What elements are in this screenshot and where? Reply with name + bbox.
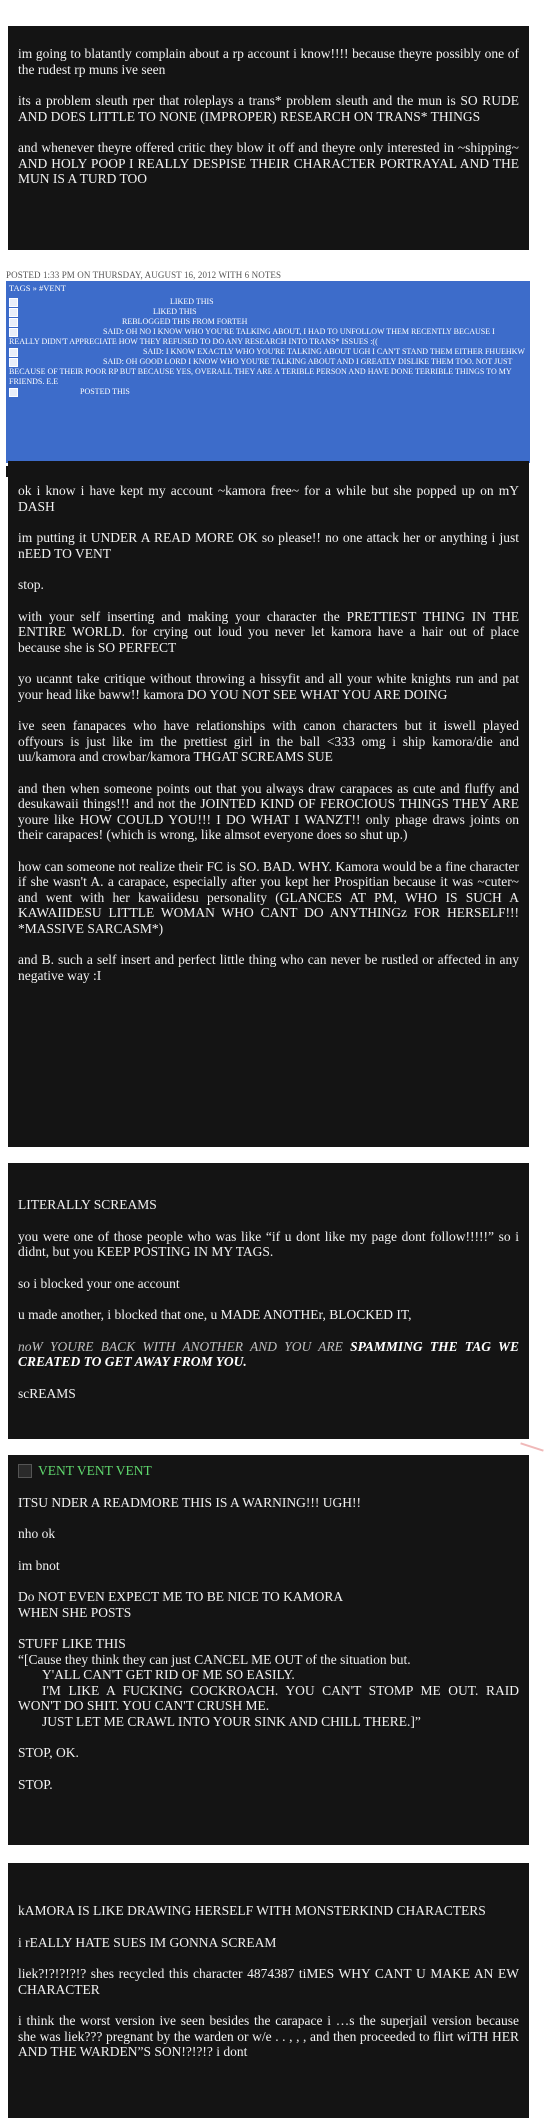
quote-line: JUST LET ME CRAWL INTO YOUR SINK AND CHILL THERE.]”	[42, 1713, 421, 1729]
post-paragraph: so i blocked your one account	[18, 1275, 180, 1291]
note-row	[9, 357, 527, 387]
italic-text: noW YOURE BACK WITH ANOTHER AND YOU ARE	[18, 1338, 351, 1354]
text-post-2	[8, 461, 529, 1147]
note-text: LIKED THIS	[153, 307, 197, 316]
quote-block	[18, 1636, 519, 1729]
line: WHEN SHE POSTS	[18, 1604, 132, 1620]
post-paragraph: how can someone not realize their FC is SO. BAD. WHY. Kamora would be a fine character if she wasn't A. a carapace, especially after you kept her Prospitian because it was ~cuter~ and went with her kawaiidesu personality (GLANCES AT PM, WHO IS SUCH A KAWAIIDESU LITTLE WOMAN WHO CANT DO ANYTHINGz FOR HERSELF!!! *MASSIVE SARCASM*)	[18, 858, 519, 936]
avatar[interactable]	[9, 318, 18, 327]
post-paragraph: its a problem sleuth rper that roleplays a trans* problem sleuth and the mun is SO RUDE AND DOES LITTLE TO NONE (IMPROPER) RESEARCH ON TRANS* THINGS	[18, 93, 519, 124]
line: Do NOT EVEN EXPECT ME TO BE NICE TO KAMORA	[18, 1589, 344, 1604]
post-paragraph	[18, 1339, 519, 1370]
note-row	[9, 297, 527, 307]
post-paragraph: ITSU NDER A READMORE THIS IS A WARNING!!! UGH!!	[18, 1494, 362, 1510]
note-text: SAID: OH NO I KNOW WHO YOU'RE TALKING ABOUT, I HAD TO UNFOLLOW THEM RECENTLY BECAUSE I REALLY DIDN'T APPRECIATE HOW THEY REFUSED TO DO ANY RESEARCH INTO TRANS* ISSUES :((	[9, 327, 495, 346]
post-paragraph: liek?!?!?!?!? shes recycled this character 4874387 tiMES WHY CANT U MAKE AN EW CHARACTER	[18, 1966, 519, 1997]
post-paragraph: LITERALLY SCREAMS	[18, 1197, 157, 1212]
post-paragraph: scREAMS	[18, 1385, 76, 1401]
text-post-3	[8, 1163, 529, 1439]
note-row	[9, 317, 527, 327]
quote-line: “[Cause they think they can just CANCEL ME OUT of the situation but.	[18, 1651, 411, 1667]
text-post-5	[8, 1863, 529, 2118]
post-title-row	[18, 1463, 519, 1479]
avatar[interactable]	[9, 348, 18, 357]
note-row	[9, 387, 527, 397]
tags-line[interactable]: TAGS » #VENT	[9, 283, 66, 293]
post-paragraph: ok i know i have kept my account ~kamora free~ for a while but she popped up on mY DASH	[18, 483, 519, 514]
post-title[interactable]: VENT VENT VENT	[38, 1463, 152, 1478]
avatar[interactable]	[9, 308, 18, 317]
bold-italic-text: SPAMMING THE TAG WE CREATED TO GET AWAY FROM YOU.	[18, 1338, 519, 1369]
avatar[interactable]	[9, 328, 18, 337]
post-paragraph: and whenever theyre offered critic they blow it off and theyre only interested in ~shipping~ AND HOLY POOP I REALLY DESPISE THEIR CHARACTER PORTRAYAL AND THE MUN IS A TURD TOO	[18, 140, 519, 186]
note-text: POSTED THIS	[80, 387, 130, 396]
note-text: SAID: OH GOOD LORD I KNOW WHO YOU'RE TALKING ABOUT AND I GREATLY DISLIKE THEM TOO. NOT JUST BECAUSE OF THEIR POOR RP BUT BECAUSE YES, OVERALL THEY ARE A TERIBLE PERSON AND HAVE DONE TERRIBLE THINGS TO MY FRIENDS. E.E	[9, 357, 513, 386]
post-paragraph: u made another, i blocked that one, u MADE ANOTHEr, BLOCKED IT,	[18, 1307, 412, 1322]
post-paragraph: i rEALLY HATE SUES IM GONNA SCREAM	[18, 1934, 277, 1950]
post-timestamp-link[interactable]: POSTED 1:33 PM ON THURSDAY, AUGUST 16, 2012 WITH 6 NOTES	[6, 270, 282, 280]
avatar[interactable]	[9, 298, 18, 307]
line: STUFF LIKE THIS	[18, 1636, 126, 1651]
note-row	[9, 327, 527, 347]
post-paragraph: STOP.	[18, 1776, 53, 1792]
decorative-scribble	[520, 1442, 543, 1451]
post-meta	[6, 270, 281, 280]
note-text: SAID: I KNOW EXACTLY WHO YOU'RE TALKING ABOUT UGH I CAN'T STAND THEM EITHER FHUEHKW	[143, 347, 525, 356]
post-paragraph: with your self inserting and making your character the PRETTIEST THING IN THE ENTIRE WORLD. for crying out loud you never let kamora have a hair out of place because she is SO PERFECT	[18, 608, 519, 655]
post-paragraph: i think the worst version ive seen besides the carapace i …s the superjail version because she was liek??? pregnant by the warden or w/e . . , , , and then proceeded to flirt wiTH HER AND THE WARDEN”S SON!?!?!? i dont	[18, 2013, 519, 2059]
post-paragraph: nho ok	[18, 1526, 56, 1541]
post-paragraph: and then when someone points out that you always draw carapaces as cute and fluffy and desukawaii things!!! and not the JOINTED KIND OF FEROCIOUS THINGS THEY ARE youre like HOW COULD YOU!!! I DO WHAT I WANZT!! only phage draws joints on their carapaces! (which is wrong, like almsot everyone does so shut up.)	[18, 780, 519, 842]
post-paragraph: you were one of those people who was like “if u dont like my page dont follow!!!!!” so i didnt, but you KEEP POSTING IN MY TAGS.	[18, 1228, 519, 1259]
quote-line: Y'ALL CAN'T GET RID OF ME SO EASILY.	[42, 1667, 295, 1682]
post-paragraph: ive seen fanapaces who have relationships with canon characters but it iswell played offyours is just like im the prettiest girl in the ball <333 omg i ship kamora/die and uu/kamora and crowbar/kamora THGAT SCREAMS SUE	[18, 718, 519, 764]
note-text: REBLOGGED THIS FROM FORTEH	[122, 317, 248, 326]
post-paragraph	[18, 1589, 519, 1620]
post-paragraph: yo ucannt take critique without throwing a hissyfit and all your white knights run and pat your head like baww!! kamora DO YOU NOT SEE WHAT YOU ARE DOING	[18, 671, 519, 702]
post-paragraph: kAMORA IS LIKE DRAWING HERSELF WITH MONSTERKIND CHARACTERS	[18, 1903, 486, 1918]
text-post-4	[8, 1455, 529, 1845]
note-row	[9, 347, 527, 357]
post-paragraph: STOP, OK.	[18, 1745, 79, 1760]
thumbnail-icon[interactable]	[18, 1464, 32, 1478]
post-paragraph: im bnot	[18, 1557, 60, 1573]
quote-line: I'M LIKE A FUCKING COCKROACH. YOU CAN'T STOMP ME OUT. RAID WON'T DO SHIT. YOU CAN'T CRUSH ME.	[18, 1682, 519, 1713]
post-paragraph: im going to blatantly complain about a rp account i know!!!! because theyre possibly one of the rudest rp muns ive seen	[18, 46, 519, 77]
avatar[interactable]	[9, 358, 18, 367]
post-paragraph: and B. such a self insert and perfect little thing who can never be rustled or affected in any negative way :I	[18, 952, 519, 983]
note-text: LIKED THIS	[170, 297, 214, 306]
note-row	[9, 307, 527, 317]
avatar[interactable]	[9, 388, 18, 397]
text-post-1	[8, 26, 529, 250]
notes-panel	[6, 281, 530, 463]
post-paragraph: stop.	[18, 577, 44, 592]
post-paragraph: im putting it UNDER A READ MORE OK so please!! no one attack her or anything i just nEED TO VENT	[18, 530, 519, 561]
